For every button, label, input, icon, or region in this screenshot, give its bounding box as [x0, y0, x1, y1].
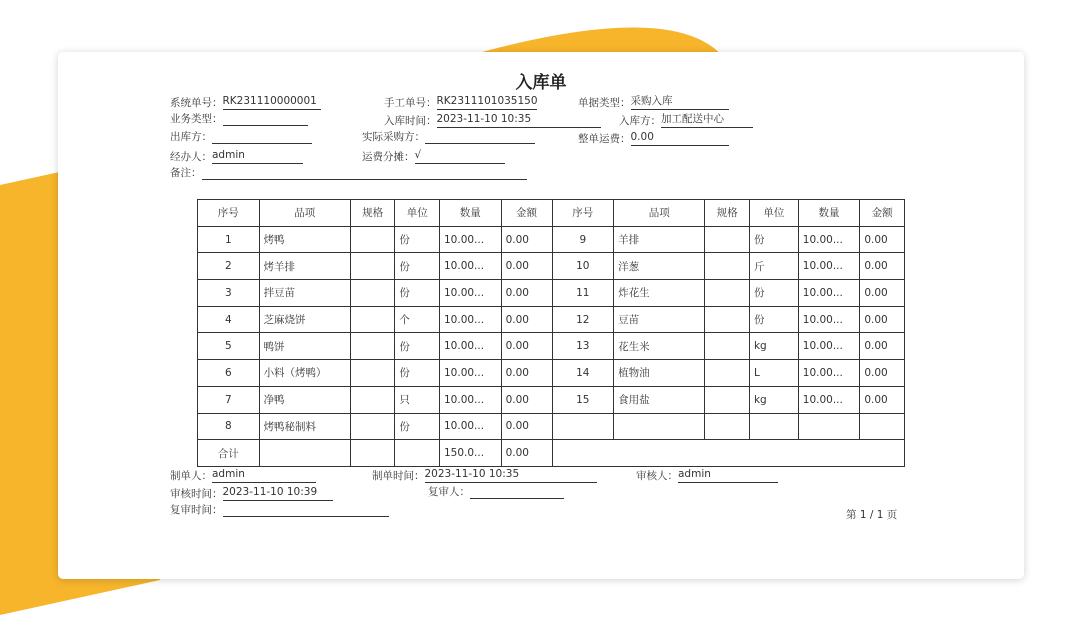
- freight-share-value: √: [415, 149, 505, 164]
- total-blank-cell: [552, 440, 904, 467]
- table-cell: 份: [395, 280, 440, 307]
- page-number: 第 1 / 1 页: [846, 509, 898, 521]
- actual-purchaser-field: [362, 131, 535, 144]
- table-cell: 0.00: [501, 360, 552, 387]
- table-cell: 芝麻烧饼: [259, 306, 350, 333]
- column-header: 数量: [440, 200, 502, 227]
- table-cell: 10.00...: [798, 280, 860, 307]
- reviewer-value: admin: [678, 468, 778, 483]
- system-no-field: [170, 95, 321, 110]
- table-cell: 份: [395, 413, 440, 440]
- table-cell: kg: [749, 333, 798, 360]
- manual-no-field: [384, 95, 537, 110]
- review-time-label: 审核时间：: [170, 488, 223, 500]
- table-cell: 0.00: [501, 413, 552, 440]
- creator-value: admin: [212, 468, 316, 483]
- table-cell: kg: [749, 386, 798, 413]
- re-review-time-field: [170, 504, 389, 517]
- actual-purchaser-label: 实际采购方：: [362, 131, 425, 143]
- business-type-label: 业务类型：: [170, 113, 223, 125]
- table-cell: L: [749, 360, 798, 387]
- table-cell: 0.00: [860, 386, 905, 413]
- table-cell: 13: [552, 333, 614, 360]
- table-cell: 0.00: [860, 333, 905, 360]
- manual-no-value: RK2311101035150: [437, 95, 537, 110]
- column-header: 单位: [395, 200, 440, 227]
- table-cell: 小料（烤鸭）: [259, 360, 350, 387]
- table-row: [198, 413, 905, 440]
- table-cell: 10.00...: [798, 306, 860, 333]
- column-header: 品项: [259, 200, 350, 227]
- re-reviewer-value: [470, 486, 564, 499]
- table-cell: [749, 413, 798, 440]
- table-cell: 鸭饼: [259, 333, 350, 360]
- table-cell: [350, 253, 395, 280]
- re-review-time-label: 复审时间：: [170, 504, 223, 516]
- table-cell: 10.00...: [440, 386, 502, 413]
- table-cell: 食用盐: [614, 386, 705, 413]
- table-cell: 0.00: [501, 386, 552, 413]
- table-cell: 豆苗: [614, 306, 705, 333]
- table-cell: 份: [395, 360, 440, 387]
- business-type-field: [170, 113, 308, 126]
- table-cell: 份: [395, 333, 440, 360]
- actual-purchaser-value: [425, 131, 535, 144]
- creator-label: 制单人：: [170, 470, 212, 482]
- table-cell: 10.00...: [440, 413, 502, 440]
- table-cell: 0.00: [860, 360, 905, 387]
- table-cell: 0.00: [860, 306, 905, 333]
- table-cell: 8: [198, 413, 260, 440]
- document-title: 入库单: [515, 73, 567, 93]
- table-cell: 10.00...: [798, 386, 860, 413]
- create-time-field: [372, 468, 597, 483]
- table-cell: 10: [552, 253, 614, 280]
- table-cell: 10.00...: [440, 360, 502, 387]
- freight-field: [578, 131, 729, 146]
- table-cell: 烤羊排: [259, 253, 350, 280]
- items-table: [197, 199, 905, 467]
- table-row: [198, 280, 905, 307]
- table-cell: 花生米: [614, 333, 705, 360]
- table-cell: [705, 386, 750, 413]
- freight-value: 0.00: [631, 131, 729, 146]
- table-cell: 10.00...: [798, 226, 860, 253]
- table-cell: [350, 226, 395, 253]
- table-cell: 11: [552, 280, 614, 307]
- shipper-field: [170, 131, 312, 144]
- total-label: 合计: [198, 440, 260, 467]
- table-cell: 0.00: [860, 226, 905, 253]
- freight-label: 整单运费：: [578, 133, 631, 145]
- stock-in-time-value: 2023-11-10 10:35: [437, 113, 601, 128]
- freight-share-label: 运费分摊：: [362, 151, 415, 163]
- table-cell: 份: [395, 226, 440, 253]
- table-cell: [705, 306, 750, 333]
- table-cell: 10.00...: [798, 360, 860, 387]
- table-cell: 9: [552, 226, 614, 253]
- table-cell: [552, 413, 614, 440]
- table-cell: [350, 440, 395, 467]
- column-header: 数量: [798, 200, 860, 227]
- re-reviewer-field: [428, 486, 564, 499]
- table-cell: [705, 280, 750, 307]
- shipper-label: 出库方：: [170, 131, 212, 143]
- table-cell: 0.00: [501, 226, 552, 253]
- table-cell: 4: [198, 306, 260, 333]
- table-cell: 1: [198, 226, 260, 253]
- table-cell: [350, 306, 395, 333]
- remark-field: [170, 167, 527, 180]
- table-cell: [395, 440, 440, 467]
- table-cell: 0.00: [501, 253, 552, 280]
- table-cell: 植物油: [614, 360, 705, 387]
- receiver-field: [619, 113, 753, 128]
- review-time-value: 2023-11-10 10:39: [223, 486, 333, 501]
- table-cell: 3: [198, 280, 260, 307]
- receiver-label: 入库方：: [619, 115, 661, 127]
- create-time-value: 2023-11-10 10:35: [425, 468, 597, 483]
- table-cell: 0.00: [501, 306, 552, 333]
- handler-label: 经办人：: [170, 151, 212, 163]
- table-cell: 10.00...: [798, 253, 860, 280]
- total-row: [198, 440, 905, 467]
- column-header: 金额: [501, 200, 552, 227]
- table-cell: 7: [198, 386, 260, 413]
- column-header: 序号: [198, 200, 260, 227]
- table-cell: 份: [395, 253, 440, 280]
- column-header: 品项: [614, 200, 705, 227]
- table-cell: 10.00...: [440, 253, 502, 280]
- stock-in-time-field: [384, 113, 601, 128]
- remark-label: 备注：: [170, 167, 202, 179]
- table-cell: [860, 413, 905, 440]
- table-cell: 斤: [749, 253, 798, 280]
- table-cell: [259, 440, 350, 467]
- table-cell: 份: [749, 226, 798, 253]
- table-cell: 拌豆苗: [259, 280, 350, 307]
- table-cell: 0.00: [860, 280, 905, 307]
- business-type-value: [223, 113, 308, 126]
- system-no-label: 系统单号：: [170, 97, 223, 109]
- column-header: 规格: [705, 200, 750, 227]
- re-reviewer-label: 复审人：: [428, 486, 470, 498]
- table-row: [198, 333, 905, 360]
- table-cell: [798, 413, 860, 440]
- reviewer-label: 审核人：: [636, 470, 678, 482]
- table-header-row: [198, 200, 905, 227]
- total-amount: 0.00: [501, 440, 552, 467]
- doc-type-value: 采购入库: [631, 95, 729, 110]
- stock-in-time-label: 入库时间：: [384, 115, 437, 127]
- table-cell: 2: [198, 253, 260, 280]
- table-cell: 10.00...: [440, 333, 502, 360]
- table-cell: 15: [552, 386, 614, 413]
- table-cell: 炸花生: [614, 280, 705, 307]
- table-row: [198, 306, 905, 333]
- table-cell: 份: [749, 306, 798, 333]
- receiver-value: 加工配送中心: [661, 113, 753, 128]
- table-cell: 份: [749, 280, 798, 307]
- total-qty: 150.0...: [440, 440, 502, 467]
- table-cell: 个: [395, 306, 440, 333]
- table-cell: 0.00: [860, 253, 905, 280]
- table-cell: 10.00...: [440, 306, 502, 333]
- freight-share-field: [362, 149, 505, 164]
- table-cell: [350, 333, 395, 360]
- creator-field: [170, 468, 316, 483]
- handler-value: admin: [212, 149, 303, 164]
- table-cell: 羊排: [614, 226, 705, 253]
- remark-value: [202, 167, 527, 180]
- column-header: 金额: [860, 200, 905, 227]
- column-header: 序号: [552, 200, 614, 227]
- reviewer-field: [636, 468, 778, 483]
- table-cell: [705, 253, 750, 280]
- table-cell: 12: [552, 306, 614, 333]
- table-cell: 5: [198, 333, 260, 360]
- doc-type-field: [578, 95, 729, 110]
- table-cell: [705, 360, 750, 387]
- table-row: [198, 360, 905, 387]
- doc-type-label: 单据类型：: [578, 97, 631, 109]
- table-cell: 烤鸭: [259, 226, 350, 253]
- system-no-value: RK231110000001: [223, 95, 321, 110]
- table-cell: [614, 413, 705, 440]
- column-header: 单位: [749, 200, 798, 227]
- table-cell: 0.00: [501, 280, 552, 307]
- table-cell: 10.00...: [798, 333, 860, 360]
- table-cell: [705, 413, 750, 440]
- table-cell: 10.00...: [440, 226, 502, 253]
- table-cell: 10.00...: [440, 280, 502, 307]
- review-time-field: [170, 486, 333, 501]
- table-cell: [350, 280, 395, 307]
- table-cell: [350, 386, 395, 413]
- create-time-label: 制单时间：: [372, 470, 425, 482]
- table-cell: 只: [395, 386, 440, 413]
- manual-no-label: 手工单号：: [384, 97, 437, 109]
- table-cell: 6: [198, 360, 260, 387]
- table-cell: 烤鸭秘制料: [259, 413, 350, 440]
- table-cell: [705, 333, 750, 360]
- handler-field: [170, 149, 303, 164]
- re-review-time-value: [223, 504, 389, 517]
- table-cell: 净鸭: [259, 386, 350, 413]
- table-cell: [350, 413, 395, 440]
- document-card: [58, 52, 1024, 579]
- table-row: [198, 253, 905, 280]
- column-header: 规格: [350, 200, 395, 227]
- table-cell: 14: [552, 360, 614, 387]
- table-cell: [350, 360, 395, 387]
- table-row: [198, 226, 905, 253]
- table-row: [198, 386, 905, 413]
- table-cell: [705, 226, 750, 253]
- table-cell: 0.00: [501, 333, 552, 360]
- table-cell: 洋葱: [614, 253, 705, 280]
- shipper-value: [212, 131, 312, 144]
